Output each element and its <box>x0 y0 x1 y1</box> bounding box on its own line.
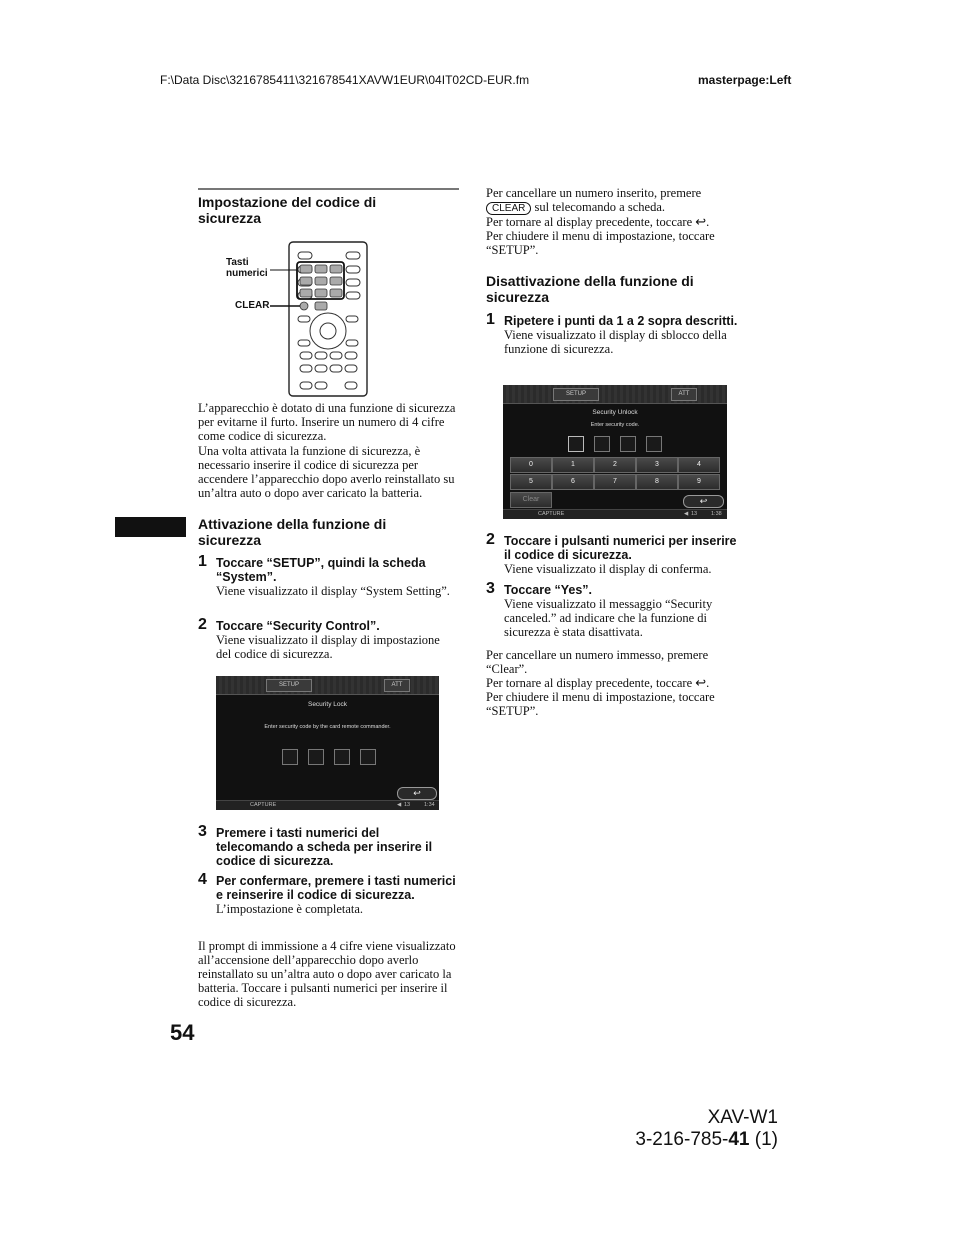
intro-paragraph-1: L’apparecchio è dotato di una funzione di sicurezza per evitarne il furto. Inserire un numero di 4 cifre come codice di sicurezza. <box>198 401 456 443</box>
keypad-key-1[interactable]: 1 <box>552 457 594 473</box>
outro-paragraph: Il prompt di immissione a 4 cifre viene visualizzato all’accensione dell’apparecchio dopo averlo reinstallato su un’altra auto o dopo aver caricato la batteria. Toccare i pulsanti numerici per inserire il codice di sicurezza. <box>198 939 456 1009</box>
back-arrow-icon: ↩ <box>699 496 708 506</box>
file-path: F:\Data Disc\3216785411\321678541XAVW1EUR\04IT02CD-EUR.fm <box>160 73 530 87</box>
clear-instruction: Per cancellare un numero immesso, premere “Clear”. Per tornare al display precedente, toccare ↩. Per chiudere il menu di impostazione, toccare “SETUP”. <box>486 648 715 718</box>
clock: 1:38 <box>711 511 722 517</box>
section-rule <box>198 188 459 190</box>
security-lock-screen <box>216 676 439 810</box>
label-clear: CLEAR <box>235 300 270 311</box>
keypad-key-9[interactable]: 9 <box>678 474 720 490</box>
code-digit-box <box>568 436 584 452</box>
section-tab-marker <box>115 517 186 537</box>
remote-control-icon <box>270 240 372 398</box>
back-button[interactable] <box>397 787 437 800</box>
tab-setup[interactable]: SETUP <box>553 388 599 401</box>
screen-status-bar <box>216 800 439 810</box>
capture-label: CAPTURE <box>538 511 565 517</box>
part-number: 3-216-785-41 (1) <box>635 1129 778 1150</box>
volume-level: 13 <box>691 511 698 517</box>
volume-icon: ◀ <box>397 802 402 808</box>
section-title-activation: Attivazione della funzione di sicurezza <box>198 516 387 548</box>
code-digit-box <box>360 749 376 765</box>
intro-paragraph-2: Una volta attivata la funzione di sicurezza, è necessario inserire il codice di sicurezza per accendere l’apparecchio dopo averlo reinstallato su un’altra auto o dopo aver caricato la batteria. <box>198 444 455 500</box>
keypad-key-7[interactable]: 7 <box>594 474 636 490</box>
volume-level: 13 <box>404 802 411 808</box>
tab-setup[interactable]: SETUP <box>266 679 312 692</box>
screen-status-bar <box>503 509 727 519</box>
screen-title: Security Lock <box>307 701 348 708</box>
keypad-key-4[interactable]: 4 <box>678 457 720 473</box>
keypad-key-3[interactable]: 3 <box>636 457 678 473</box>
code-digit-box <box>620 436 636 452</box>
page-number: 54 <box>170 1020 195 1045</box>
section-title-deactivation: Disattivazione della funzione di sicurezza <box>486 273 694 305</box>
section-title-security-code: Impostazione del codice di sicurezza <box>198 194 377 226</box>
code-digit-box <box>594 436 610 452</box>
keypad-key-5[interactable]: 5 <box>510 474 552 490</box>
keypad-key-2[interactable]: 2 <box>594 457 636 473</box>
masterpage-label: masterpage:Left <box>698 73 792 87</box>
back-button[interactable] <box>683 495 724 508</box>
back-arrow-icon: ↩ <box>695 214 707 229</box>
screen-prompt: Enter security code. <box>590 422 640 428</box>
cancel-instruction: Per cancellare un numero inserito, premere CLEAR sul telecomando a scheda. Per tornare al display precedente, toccare ↩. Per chiudere il menu di impostazione, toccare “SETUP”. <box>486 186 715 257</box>
clear-key-icon: CLEAR <box>486 202 531 215</box>
keypad-clear-button[interactable]: Clear <box>510 492 552 508</box>
label-numeric-keys: Tasti numerici <box>226 257 268 279</box>
keypad-key-6[interactable]: 6 <box>552 474 594 490</box>
tab-att[interactable]: ATT <box>671 388 697 401</box>
volume-icon: ◀ <box>684 511 689 517</box>
keypad-key-0[interactable]: 0 <box>510 457 552 473</box>
code-digit-box <box>282 749 298 765</box>
tab-att[interactable]: ATT <box>384 679 410 692</box>
keypad-key-8[interactable]: 8 <box>636 474 678 490</box>
screen-title: Security Unlock <box>592 409 638 416</box>
clock: 1:34 <box>424 802 435 808</box>
code-digit-box <box>308 749 324 765</box>
code-digit-box <box>334 749 350 765</box>
capture-label: CAPTURE <box>250 802 277 808</box>
code-digit-box <box>646 436 662 452</box>
back-arrow-icon: ↩ <box>413 788 421 798</box>
screen-prompt: Enter security code by the card remote commander. <box>264 724 391 730</box>
model-name: XAV-W1 <box>707 1107 778 1128</box>
screen-top-bar <box>503 385 727 404</box>
back-arrow-icon: ↩ <box>695 675 707 690</box>
screen-top-bar <box>216 676 439 695</box>
security-unlock-screen <box>503 385 727 519</box>
